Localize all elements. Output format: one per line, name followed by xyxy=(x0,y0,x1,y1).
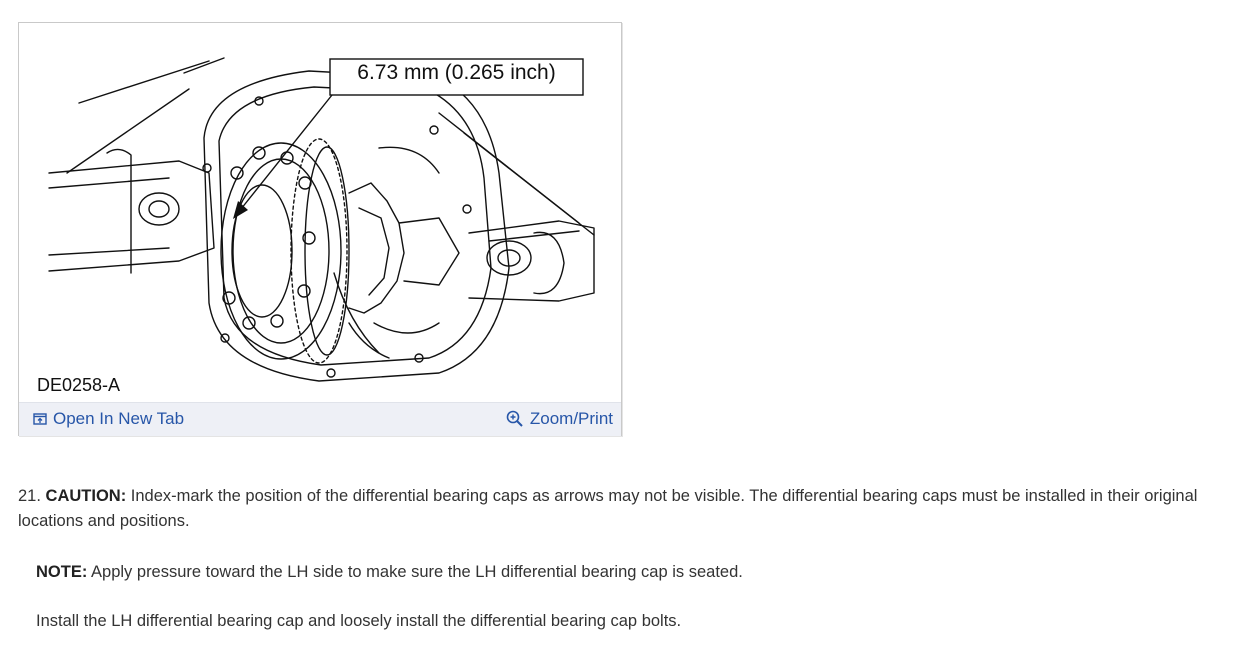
figure-toolbar xyxy=(19,402,621,436)
open-new-tab-icon xyxy=(33,412,47,426)
open-in-new-tab-label: Open In New Tab xyxy=(53,409,185,428)
figure-id: DE0258-A xyxy=(37,375,121,395)
caution-text: Index-mark the position of the differential bearing caps as arrows may not be visible. The differential bearing caps must be installed in their original locations and positions. xyxy=(18,487,1198,530)
note-text: Apply pressure toward the LH side to make sure the LH differential bearing cap is seated. xyxy=(91,563,743,581)
step-number: 21. xyxy=(18,487,41,505)
open-in-new-tab-link[interactable] xyxy=(33,409,184,429)
dimension-callout: 6.73 mm (0.265 inch) xyxy=(357,61,556,84)
instruction-paragraph: Install the LH differential bearing cap and loosely install the differential bearing cap bolts. xyxy=(36,612,682,630)
note-paragraph xyxy=(36,560,743,585)
figure-panel xyxy=(18,22,622,436)
note-label: NOTE: xyxy=(36,563,88,581)
zoom-print-label: Zoom/Print xyxy=(529,409,613,428)
step-21 xyxy=(18,484,1233,534)
zoom-print-link[interactable] xyxy=(506,409,613,429)
caution-label: CAUTION: xyxy=(45,487,127,505)
zoom-in-icon xyxy=(506,410,524,428)
